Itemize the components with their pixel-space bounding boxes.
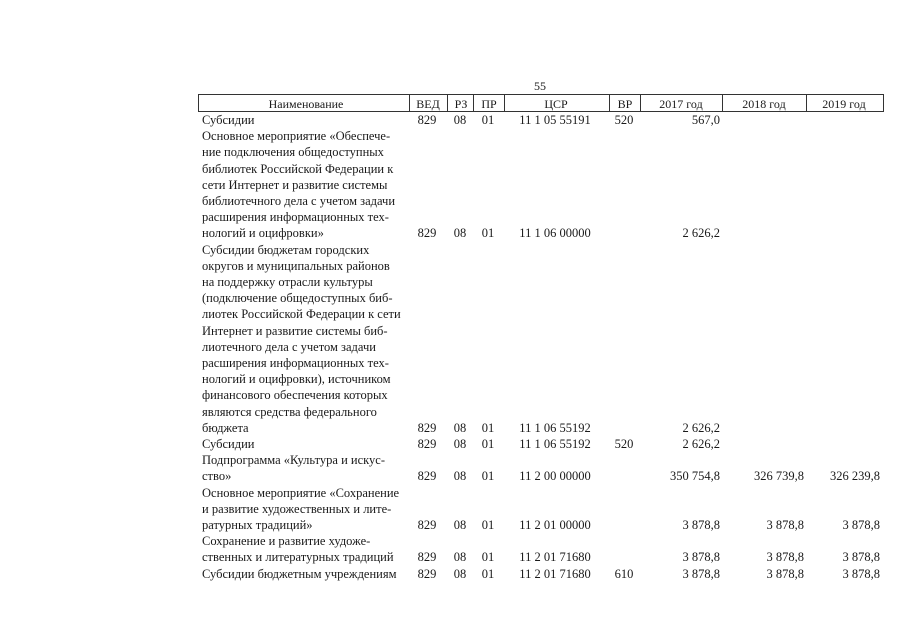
row-ved: 829 (417, 517, 437, 532)
row-2018: 3 878,8 (766, 517, 804, 532)
row-ved: 829 (417, 566, 437, 581)
row-csr: 11 2 01 71680 (519, 550, 591, 565)
table-row (198, 242, 884, 436)
row-pr: 01 (481, 517, 495, 532)
row-rz: 08 (453, 113, 467, 127)
row-pr: 01 (481, 469, 495, 484)
row-name (202, 566, 408, 582)
row-name-line: являются средства федерального (202, 404, 377, 419)
row-name-line: Субсидии (202, 436, 255, 451)
row-name-line: ратурных традиций» (202, 517, 313, 532)
row-name-line: библиотек Российской Федерации к (202, 161, 394, 176)
row-name-line: округов и муниципальных районов (202, 258, 390, 273)
table-row (198, 452, 884, 484)
row-rz: 08 (453, 226, 467, 241)
row-pr: 01 (481, 436, 495, 451)
row-name-line: Субсидии бюджетным учреждениям (202, 566, 397, 581)
row-rz: 08 (453, 517, 467, 532)
row-2017: 2 626,2 (682, 420, 720, 435)
row-name-line: сети Интернет и развитие системы (202, 177, 388, 192)
row-ved: 829 (417, 420, 437, 435)
row-2018: 3 878,8 (766, 550, 804, 565)
row-name-line: ство» (202, 469, 232, 484)
header-2017: 2017 год (659, 97, 703, 111)
row-name (202, 128, 408, 241)
row-csr: 11 1 06 55192 (519, 436, 591, 451)
row-name (202, 436, 408, 452)
row-csr: 11 1 06 00000 (519, 226, 591, 241)
table-row (198, 533, 884, 565)
header-vr: ВР (617, 97, 633, 111)
row-ved: 829 (417, 469, 437, 484)
row-name-line: Основное мероприятие «Обеспече- (202, 129, 391, 144)
table-row (198, 566, 884, 582)
table-body (198, 112, 884, 582)
row-name-line: финансового обеспечения которых (202, 388, 388, 403)
row-name-line: (подключение общедоступных биб- (202, 291, 393, 306)
row-rz: 08 (453, 566, 467, 581)
header-2018: 2018 год (742, 97, 786, 111)
row-vr: 520 (614, 113, 634, 127)
row-name-line: Интернет и развитие системы биб- (202, 323, 388, 338)
row-vr: 520 (614, 436, 634, 451)
row-2017: 350 754,8 (670, 469, 720, 484)
header-pr: ПР (481, 97, 497, 111)
row-name-line: расширения информационных тех- (202, 210, 389, 225)
table-row (198, 128, 884, 241)
row-name (202, 485, 408, 534)
row-name (202, 112, 408, 128)
row-name-line: нологий и оцифровки), источником (202, 372, 391, 387)
row-2019: 3 878,8 (842, 550, 880, 565)
row-name-line: лиотечного дела с учетом задачи (202, 339, 376, 354)
header-ved: ВЕД (416, 97, 440, 111)
row-csr: 11 1 06 55192 (519, 420, 591, 435)
page-number: 55 (534, 79, 546, 93)
row-name-line: на поддержку отрасли культуры (202, 274, 373, 289)
row-2019: 3 878,8 (842, 566, 880, 581)
row-pr: 01 (481, 226, 495, 241)
row-csr: 11 1 05 55191 (519, 113, 591, 127)
row-ved: 829 (417, 226, 437, 241)
row-2018: 3 878,8 (766, 566, 804, 581)
row-name-line: Подпрограмма «Культура и искус- (202, 453, 385, 468)
row-2017: 3 878,8 (682, 517, 720, 532)
budget-table (198, 94, 884, 582)
row-2017: 3 878,8 (682, 550, 720, 565)
row-csr: 11 2 01 71680 (519, 566, 591, 581)
row-name-line: нологий и оцифровки» (202, 226, 324, 241)
row-name-line: ние подключения общедоступных (202, 145, 384, 160)
table-header (198, 94, 884, 112)
header-2019: 2019 год (822, 97, 866, 111)
row-name-line: расширения информационных тех- (202, 356, 389, 370)
row-rz: 08 (453, 550, 467, 565)
row-name-line: бюджета (202, 420, 249, 435)
header-name: Наименование (268, 97, 344, 111)
row-csr: 11 2 00 00000 (519, 469, 591, 484)
row-vr: 610 (614, 566, 634, 581)
row-name (202, 452, 408, 484)
row-name-line: и развитие художественных и лите- (202, 501, 392, 516)
row-name-line: ственных и литературных традиций (202, 550, 394, 565)
row-ved: 829 (417, 436, 437, 451)
row-2017: 567,0 (691, 113, 720, 127)
row-2019: 326 239,8 (830, 469, 880, 484)
row-pr: 01 (481, 566, 495, 581)
row-2018: 326 739,8 (754, 469, 804, 484)
row-name-line: Субсидии (202, 113, 255, 127)
row-name (202, 242, 408, 436)
row-pr: 01 (481, 113, 495, 127)
row-name-line: лиотек Российской Федерации к сети (202, 307, 401, 322)
row-name-line: Субсидии бюджетам городских (202, 242, 370, 257)
row-rz: 08 (453, 420, 467, 435)
table-row (198, 112, 884, 128)
row-name-line: Основное мероприятие «Сохранение (202, 485, 400, 500)
row-pr: 01 (481, 550, 495, 565)
row-2017: 2 626,2 (682, 436, 720, 451)
table-row (198, 436, 884, 452)
table-row (198, 485, 884, 534)
row-2019: 3 878,8 (842, 517, 880, 532)
row-name-line: библиотечного дела с учетом задачи (202, 194, 396, 208)
header-csr: ЦСР (544, 97, 568, 111)
row-2017: 2 626,2 (682, 226, 720, 241)
row-2017: 3 878,8 (682, 566, 720, 581)
row-rz: 08 (453, 436, 467, 451)
row-rz: 08 (453, 469, 467, 484)
row-name (202, 533, 408, 565)
row-name-line: Сохранение и развитие художе- (202, 534, 371, 549)
header-rz: РЗ (454, 97, 468, 111)
row-ved: 829 (417, 550, 437, 565)
row-pr: 01 (481, 420, 495, 435)
row-csr: 11 2 01 00000 (519, 517, 591, 532)
row-ved: 829 (417, 113, 437, 127)
